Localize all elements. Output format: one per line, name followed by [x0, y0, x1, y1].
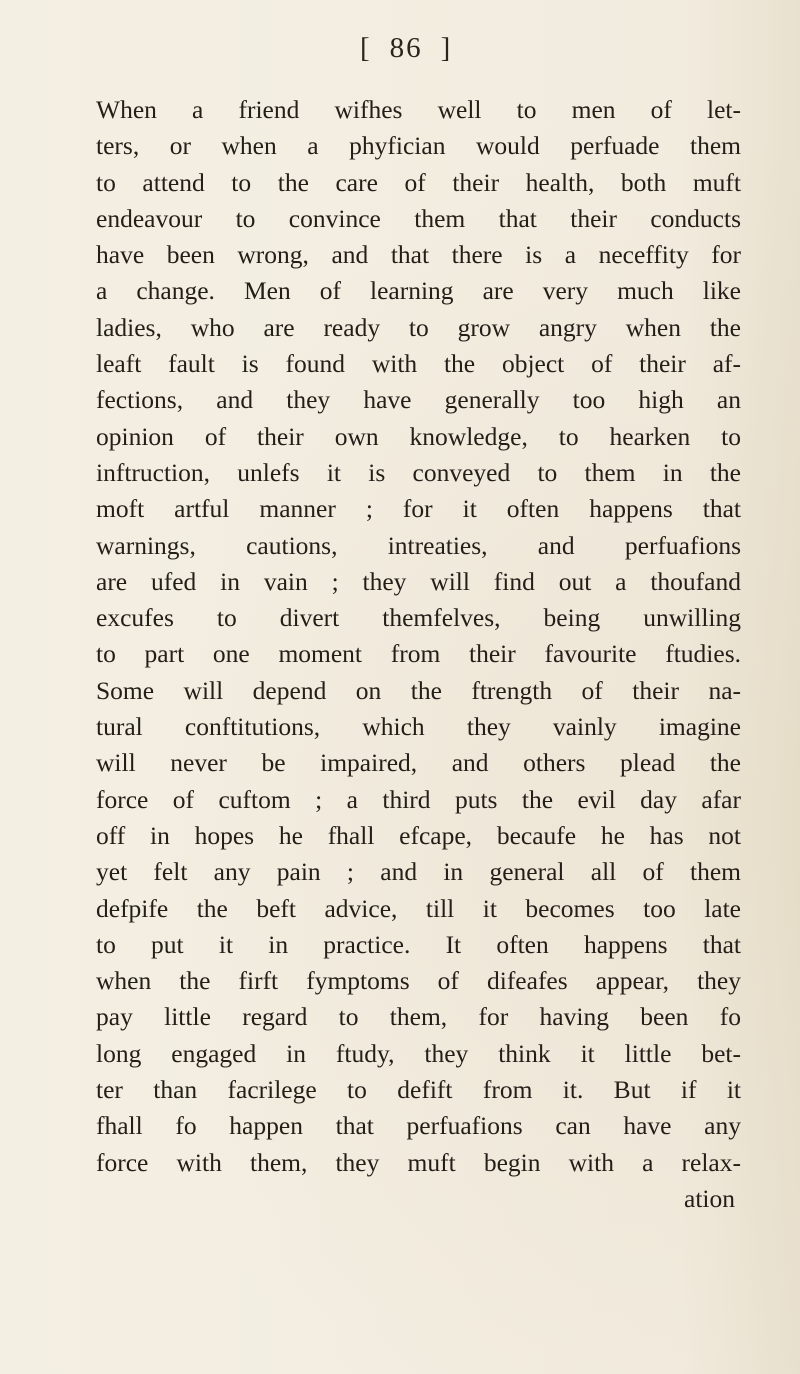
text-line: long engaged in ftudy, they think it little bet- [96, 1038, 741, 1068]
text-line: tural conftitutions, which they vainly imagine [96, 712, 741, 742]
text-line: opinion of their own knowledge, to hearken to [96, 421, 741, 451]
text-line: moft artful manner ; for it often happens that [96, 494, 741, 524]
text-line: When a friend wifhes well to men of let- [96, 95, 741, 124]
text-line: ladies, who are ready to grow angry when the [96, 312, 741, 342]
body-text [96, 92, 741, 1217]
text-line: inftruction, unlefs it is conveyed to them in the [96, 457, 741, 487]
text-line: ters, or when a phyfician would perfuade them [96, 131, 741, 161]
text-line: are ufed in vain ; they will find out a thoufand [96, 566, 741, 596]
text-line: to attend to the care of their health, both muft [96, 167, 741, 197]
text-line: when the firft fymptoms of difeafes appear, they [96, 966, 741, 996]
text-line: defpife the beft advice, till it becomes too late [96, 893, 741, 923]
text-line: warnings, cautions, intreaties, and perfuafions [96, 530, 741, 560]
text-line: excufes to divert themfelves, being unwilling [96, 603, 741, 633]
text-line: will never be impaired, and others plead the [96, 748, 741, 778]
text-line: fections, and they have generally too high an [96, 385, 741, 415]
text-line: off in hopes he fhall efcape, becaufe he has not [96, 820, 741, 850]
text-line: Some will depend on the ftrength of their na- [96, 675, 741, 705]
text-line: ter than facrilege to defift from it. But if it [96, 1075, 741, 1105]
bracket-open: [ [360, 32, 372, 64]
catchword: ation [684, 1183, 735, 1213]
text-line: to part one moment from their favourite ftudies. [96, 639, 741, 669]
text-line: leaft fault is found with the object of their af- [96, 349, 741, 379]
text-line: to put it in practice. It often happens that [96, 929, 741, 959]
page-number-header [360, 32, 452, 65]
text-line: force with them, they muft begin with a relax- [96, 1147, 741, 1177]
text-line: force of cuftom ; a third puts the evil day afar [96, 784, 741, 814]
text-line: fhall fo happen that perfuafions can have any [96, 1111, 741, 1141]
bracket-close: ] [440, 32, 453, 64]
text-line: a change. Men of learning are very much like [96, 276, 741, 306]
text-line: pay little regard to them, for having been fo [96, 1002, 741, 1032]
text-line: endeavour to convince them that their conducts [96, 203, 741, 233]
text-line: have been wrong, and that there is a neceffity for [96, 240, 741, 270]
text-line: yet felt any pain ; and in general all of them [96, 857, 741, 887]
page-number: 86 [389, 32, 423, 64]
